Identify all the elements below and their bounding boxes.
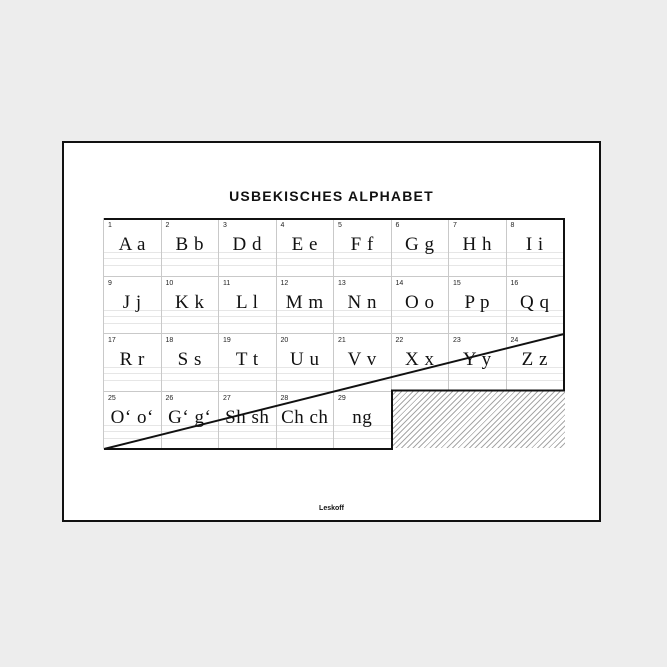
letter-number: 5 (338, 222, 342, 229)
letter-number: 20 (280, 337, 289, 344)
letter-number: 28 (280, 394, 289, 402)
letter-glyph: A a (118, 234, 146, 255)
letter-number: 11 (223, 279, 231, 287)
letter-number: 14 (395, 279, 404, 287)
alphabet-grid (103, 218, 565, 450)
letter-glyph: P p (464, 291, 491, 313)
letter-number: 16 (510, 279, 519, 287)
letter-number: 7 (453, 222, 457, 229)
letter-glyph: G g (405, 234, 435, 255)
letter-number: 24 (510, 337, 519, 344)
letter-number: 18 (165, 337, 174, 344)
letter-number: 29 (338, 394, 346, 402)
letter-glyph: O o (405, 291, 435, 313)
letter-glyph: U u (290, 349, 320, 370)
letter-glyph: E e (291, 234, 318, 255)
letter-number: 17 (108, 337, 116, 344)
letter-number: 27 (223, 394, 231, 402)
letter-glyph: X x (405, 349, 435, 370)
letter-glyph: N n (347, 291, 377, 313)
letter-number: 26 (165, 394, 174, 402)
letter-glyph: K k (175, 291, 205, 313)
letter-glyph: Q q (520, 291, 550, 313)
letter-number: 12 (280, 279, 289, 287)
letter-glyph: Z z (521, 349, 548, 370)
letter-glyph: J j (122, 291, 142, 313)
letter-glyph: R r (119, 349, 145, 370)
letter-number: 22 (395, 337, 404, 344)
letter-number: 15 (453, 279, 461, 287)
letter-glyph: M m (285, 291, 324, 313)
letter-number: 3 (223, 222, 227, 229)
letter-glyph: O‘ o‘ (110, 406, 154, 428)
letter-number: 4 (280, 222, 285, 229)
letter-glyph: H h (462, 234, 492, 255)
letter-glyph: F f (350, 234, 374, 255)
poster-title: USBEKISCHES ALPHABET (229, 188, 434, 204)
letter-glyph: Sh sh (225, 406, 270, 428)
letter-glyph: I i (525, 234, 544, 255)
letter-number: 13 (338, 279, 346, 287)
letter-glyph: G‘ g‘ (168, 406, 212, 428)
letter-glyph: B b (175, 234, 204, 255)
letter-number: 1 (108, 222, 112, 229)
letter-glyph: L l (236, 291, 259, 313)
brand-label: Leskoff (319, 505, 344, 512)
letter-number: 9 (108, 279, 112, 287)
letter-number: 19 (223, 337, 231, 344)
letter-glyph: Ch ch (281, 406, 329, 428)
letter-glyph: Y y (462, 349, 492, 370)
letter-number: 25 (108, 394, 116, 402)
letter-number: 2 (165, 222, 170, 229)
grid-outline (103, 218, 565, 450)
letter-glyph: S s (177, 349, 202, 370)
letter-number: 6 (395, 222, 400, 229)
letter-number: 23 (453, 337, 461, 344)
letter-number: 21 (338, 337, 346, 344)
letter-glyph: V v (347, 349, 377, 370)
letter-number: 8 (510, 222, 515, 229)
letter-number: 10 (165, 279, 174, 287)
letter-glyph: T t (235, 349, 259, 370)
letter-glyph: D d (232, 234, 262, 255)
poster-frame (62, 141, 601, 522)
letter-glyph: ng (352, 406, 373, 428)
